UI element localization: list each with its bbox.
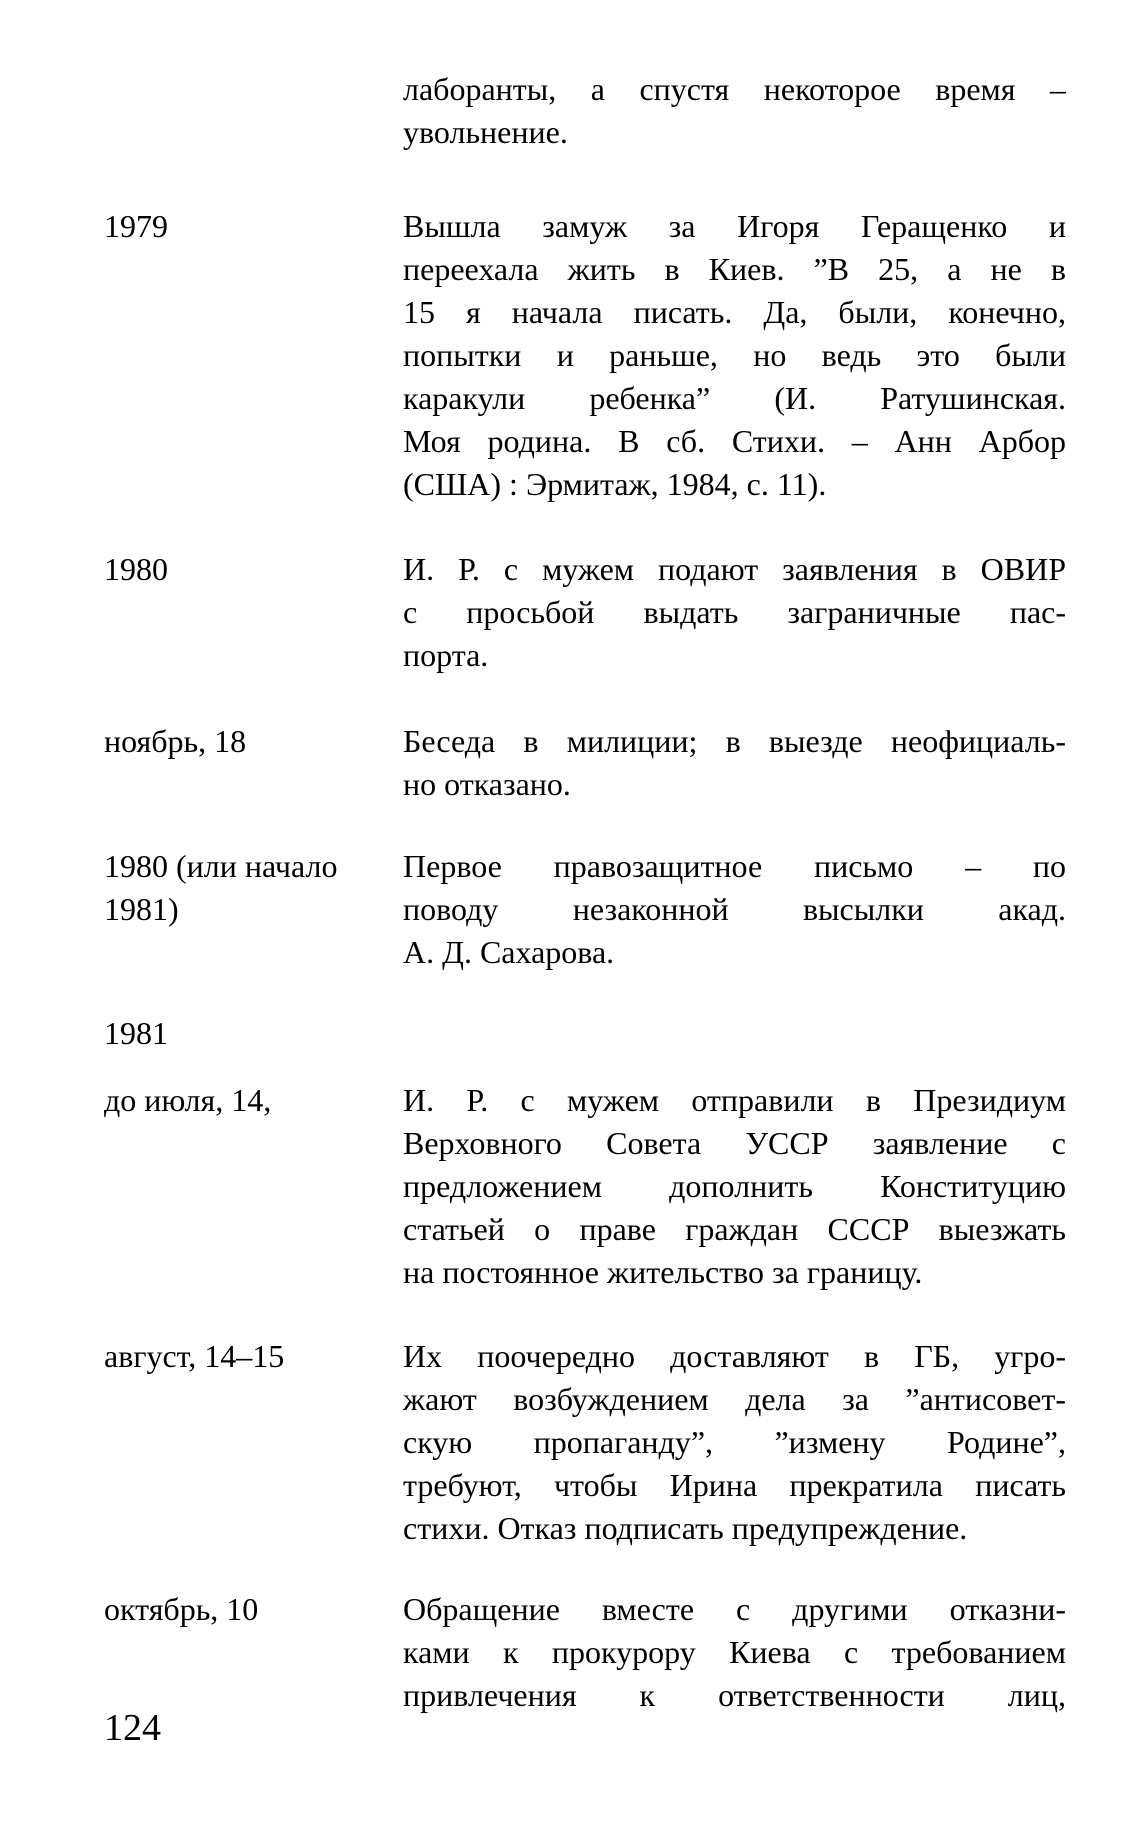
date-line: 1980 (или начало bbox=[104, 848, 338, 884]
text-line: скую пропаганду”, ”измену Родине”, bbox=[403, 1424, 1066, 1460]
text-line: предложением дополнить Конституцию bbox=[403, 1168, 1066, 1204]
text-line: 15 я начала писать. Да, были, конечно, bbox=[403, 294, 1066, 330]
text-line: с просьбой выдать заграничные пас- bbox=[403, 594, 1066, 630]
text-line: Их поочередно доставляют в ГБ, угро- bbox=[403, 1338, 1066, 1374]
entry-date bbox=[104, 548, 384, 591]
text-line: ками к прокурору Киева с требованием bbox=[403, 1634, 1066, 1670]
text-line: требуют, чтобы Ирина прекратила писать bbox=[403, 1467, 1066, 1503]
text-line: Верховного Совета УССР заявление с bbox=[403, 1125, 1066, 1161]
entry-date bbox=[104, 720, 384, 763]
text-line: попытки и раньше, но ведь это были bbox=[403, 337, 1066, 373]
text-line: А. Д. Сахарова. bbox=[403, 934, 615, 970]
text-line: статьей о праве граждан СССР выезжать bbox=[403, 1211, 1066, 1247]
entry-text bbox=[403, 1335, 1066, 1550]
date-line: ноябрь, 18 bbox=[104, 723, 247, 759]
text-line: Вышла замуж за Игоря Геращенко и bbox=[403, 208, 1066, 244]
date-line: 1981 bbox=[104, 1015, 168, 1051]
date-line: 1981) bbox=[104, 891, 179, 927]
entry-date bbox=[104, 1588, 384, 1631]
text-line: увольнение. bbox=[403, 114, 568, 150]
entry-text bbox=[403, 1588, 1066, 1717]
date-line: до июля, 14, bbox=[104, 1082, 272, 1118]
text-line: стихи. Отказ подписать предупреждение. bbox=[403, 1510, 968, 1546]
date-line: август, 14–15 bbox=[104, 1338, 285, 1374]
entry-date bbox=[104, 845, 384, 931]
text-line: но отказано. bbox=[403, 766, 571, 802]
entry-text bbox=[403, 548, 1066, 677]
entry-text bbox=[403, 1079, 1066, 1294]
text-line: Обращение вместе с другими отказни- bbox=[403, 1591, 1066, 1627]
entry-date bbox=[104, 1079, 384, 1122]
entry-date bbox=[104, 1335, 384, 1378]
text-line: И. Р. с мужем отправили в Президиум bbox=[403, 1082, 1066, 1118]
entry-date bbox=[104, 205, 384, 248]
entry-text bbox=[403, 68, 1066, 154]
entry-text bbox=[403, 845, 1066, 974]
entry-date bbox=[104, 1012, 384, 1055]
text-line: (США) : Эрмитаж, 1984, с. 11). bbox=[403, 466, 827, 502]
date-line: 1980 bbox=[104, 551, 168, 587]
text-line: переехала жить в Киев. ”В 25, а не в bbox=[403, 251, 1066, 287]
entry-text bbox=[403, 205, 1066, 506]
date-line: октябрь, 10 bbox=[104, 1591, 259, 1627]
text-line: каракули ребенка” (И. Ратушинская. bbox=[403, 380, 1066, 416]
text-line: поводу незаконной высылки акад. bbox=[403, 891, 1066, 927]
date-line: 1979 bbox=[104, 208, 168, 244]
text-line: порта. bbox=[403, 637, 489, 673]
text-line: Беседа в милиции; в выезде неофициаль- bbox=[403, 723, 1066, 759]
text-line: Первое правозащитное письмо – по bbox=[403, 848, 1066, 884]
page-number: 124 bbox=[104, 1707, 161, 1749]
text-line: И. Р. с мужем подают заявления в ОВИР bbox=[403, 551, 1066, 587]
text-line: привлечения к ответственности лиц, bbox=[403, 1677, 1066, 1713]
text-line: жают возбуждением дела за ”антисовет- bbox=[403, 1381, 1066, 1417]
text-line: на постоянное жительство за границу. bbox=[403, 1254, 923, 1290]
text-line: лаборанты, а спустя некоторое время – bbox=[403, 71, 1066, 107]
text-line: Моя родина. В сб. Стихи. – Анн Арбор bbox=[403, 423, 1066, 459]
entry-text bbox=[403, 720, 1066, 806]
